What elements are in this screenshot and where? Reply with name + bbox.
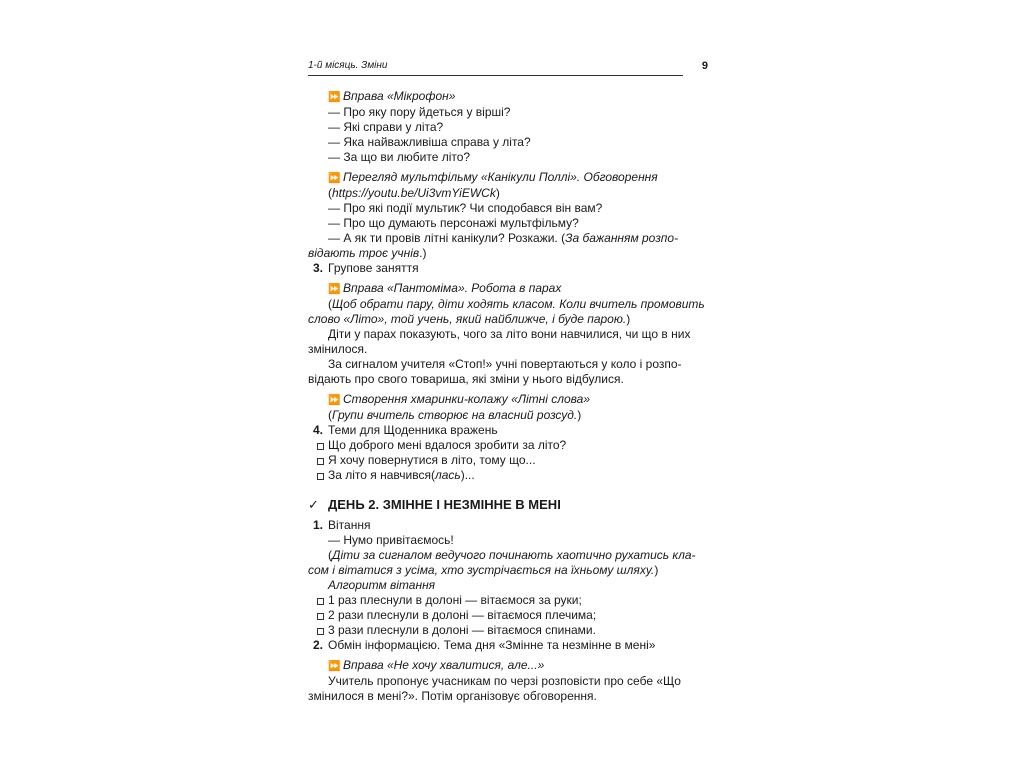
instruction-note: (Щоб обрати пару, діти ходять класом. Коли вчитель промовить <box>328 297 705 311</box>
square-bullet-icon <box>317 458 324 465</box>
bullet-item: Я хочу повернутися в літо, тому що... <box>308 453 708 468</box>
exercise-title: ⏩ Вправа «Пантоміма». Робота в парах <box>328 281 562 295</box>
square-bullet-icon <box>317 443 324 450</box>
double-arrow-icon: ⏩ <box>328 284 341 295</box>
item-number: 4. <box>313 423 324 437</box>
instruction-note-cont: сом і вітатися з усіма, хто зустрічається на їхньому шляху.) <box>308 563 659 577</box>
instruction-note: (Діти за сигналом ведучого починають хаотично рухатись кла- <box>328 548 696 562</box>
item-number: 1. <box>313 518 324 532</box>
question-line-cont: відають троє учнів.) <box>308 246 427 260</box>
question-line: — А як ти провів літні канікули? Розкажи. (За бажанням розпо- <box>328 231 679 245</box>
double-arrow-icon: ⏩ <box>328 173 341 184</box>
bullet-item: 2 рази плеснули в долоні — вітаємося плечима; <box>308 608 708 623</box>
item-number: 3. <box>313 261 324 275</box>
bullet-item: Що доброго мені вдалося зробити за літо? <box>308 438 708 453</box>
video-link: https://youtu.be/Ui3vmYiEWCk <box>332 186 496 200</box>
exercise-title: ⏩ Вправа «Не хочу хвалитися, але...» <box>328 658 545 672</box>
question-line: — Які справи у літа? <box>328 120 444 134</box>
instruction-note: (Групи вчитель створює на власний розсуд.) <box>328 408 582 422</box>
page-number: 9 <box>701 60 708 72</box>
paragraph-cont: змінилося. <box>308 342 368 356</box>
paragraph-cont: змінилося в мені?». Потім організовує обговорення. <box>308 689 597 703</box>
item-number: 2. <box>313 638 324 652</box>
paragraph-cont: відають про свого товариша, які зміни у нього відбулися. <box>308 372 624 386</box>
question-line: — За що ви любите літо? <box>328 150 471 164</box>
question-line: — Про що думають персонажі мультфільму? <box>328 216 579 230</box>
numbered-item: 4. Теми для Щоденника вражень <box>313 423 498 437</box>
paragraph: Діти у парах показують, чого за літо вони навчилися, чи що в них <box>328 327 691 341</box>
paragraph: Учитель пропонує учасникам по черзі розповісти про себе «Що <box>328 674 681 688</box>
day-heading: ✓ ДЕНЬ 2. ЗМІННЕ І НЕЗМІННЕ В МЕНІ <box>308 497 561 512</box>
numbered-item: 1. Вітання <box>313 518 371 532</box>
double-arrow-icon: ⏩ <box>328 92 341 103</box>
book-page <box>308 0 708 768</box>
running-header: 1-й місяць. Зміни <box>308 60 388 71</box>
exercise-title: ⏩ Перегляд мультфільму «Канікули Поллі». Обговорення <box>328 170 658 184</box>
header-rule <box>308 75 683 76</box>
algorithm-title: Алгоритм вітання <box>328 578 436 592</box>
numbered-item: 2. Обмін інформацією. Тема дня «Змінне та незмінне в мені» <box>313 638 656 652</box>
question-line: — Яка найважливіша справа у літа? <box>328 135 531 149</box>
exercise-title: ⏩ Створення хмаринки-колажу «Літні слова» <box>328 392 591 406</box>
bullet-item: За літо я навчився(лась)... <box>308 468 708 483</box>
square-bullet-icon <box>317 473 324 480</box>
double-arrow-icon: ⏩ <box>328 661 341 672</box>
question-line: — Про яку пору йдеться у вірші? <box>328 105 511 119</box>
video-link-line: (https://youtu.be/Ui3vmYiEWCk) <box>328 186 500 200</box>
paragraph: За сигналом учителя «Стоп!» учні повертаються у коло і розпо- <box>328 357 682 371</box>
bullet-item: 3 рази плеснули в долоні — вітаємося спинами. <box>308 623 708 638</box>
bullet-item: 1 раз плеснули в долоні — вітаємося за руки; <box>308 593 708 608</box>
double-arrow-icon: ⏩ <box>328 395 341 406</box>
page-body <box>308 84 708 704</box>
checkmark-icon: ✓ <box>308 497 319 512</box>
numbered-item: 3. Групове заняття <box>313 261 419 275</box>
question-line: — Про які події мультик? Чи сподобався він вам? <box>328 201 603 215</box>
exercise-title: ⏩ Вправа «Мікрофон» <box>328 89 456 103</box>
square-bullet-icon <box>317 598 324 605</box>
square-bullet-icon <box>317 613 324 620</box>
instruction-note-cont: слово «Літо», той учень, який найближче, і буде парою.) <box>308 312 631 326</box>
square-bullet-icon <box>317 628 324 635</box>
speech-line: — Нумо привітаємось! <box>328 533 454 547</box>
